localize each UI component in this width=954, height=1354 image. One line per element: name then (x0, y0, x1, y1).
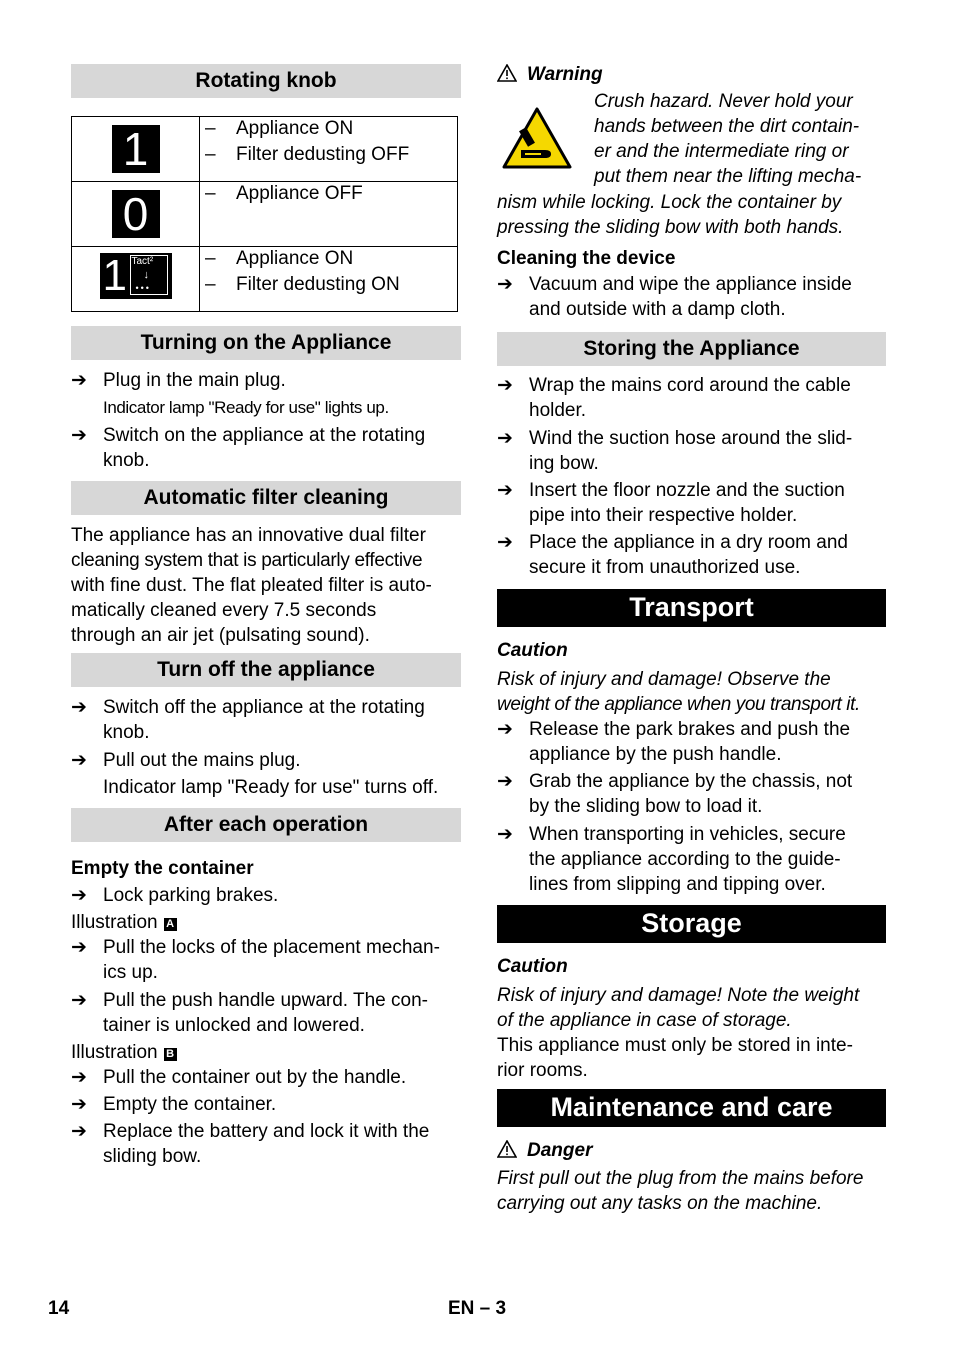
section-heading-auto-filter: Automatic filter cleaning (71, 481, 461, 515)
arrow-icon: ➔ (71, 1121, 87, 1142)
step-text: Pull the locks of the placement mechan- (103, 937, 440, 958)
step-text: Place the appliance in a dry room and (529, 532, 848, 553)
table-row (72, 182, 458, 247)
knob-description-cell: – Appliance ON – Filter dedusting OFF (200, 117, 458, 182)
section-heading-turn-off: Turn off the appliance (71, 653, 461, 687)
warning-triangle-icon (497, 64, 517, 82)
step-text: sliding bow. (103, 1146, 202, 1167)
step-text: Wrap the mains cord around the cable (529, 375, 851, 396)
arrow-icon: ➔ (497, 824, 513, 845)
crush-hazard-icon (501, 106, 573, 170)
arrow-icon: ➔ (71, 990, 87, 1011)
subheading-cleaning: Cleaning the device (497, 248, 676, 269)
chapter-heading-storage: Storage (497, 905, 886, 943)
arrow-icon: ➔ (497, 428, 513, 449)
illustration-ref: Illustration B (71, 1040, 177, 1065)
illustration-b-icon: B (164, 1048, 177, 1061)
chapter-heading-transport: Transport (497, 589, 886, 627)
step-text: Wind the suction hose around the slid- (529, 428, 853, 449)
subheading-empty-container: Empty the container (71, 858, 254, 879)
step-text: holder. (529, 400, 587, 421)
knob-item: Filter dedusting OFF (236, 144, 410, 165)
paragraph-line: rior rooms. (497, 1060, 588, 1081)
knob-item: Appliance ON (236, 248, 354, 269)
table-row (72, 247, 458, 312)
caution-text: Risk of injury and damage! Observe the (497, 669, 831, 690)
paragraph-line: with fine dust. The flat pleated filter is auto- (71, 575, 432, 596)
arrow-icon: ➔ (71, 425, 87, 446)
chapter-heading-maintenance: Maintenance and care (497, 1089, 886, 1127)
section-heading-after-operation: After each operation (71, 808, 461, 842)
danger-text: First pull out the plug from the mains before (497, 1168, 864, 1189)
note-text: Indicator lamp "Ready for use" lights up. (103, 398, 389, 417)
warning-line: er and the intermediate ring or (594, 141, 849, 162)
arrow-icon: ➔ (497, 532, 513, 553)
step-text: Vacuum and wipe the appliance inside (529, 274, 852, 295)
step-text: knob. (103, 722, 150, 743)
section-heading-rotating-knob: Rotating knob (71, 64, 461, 98)
arrow-icon: ➔ (71, 750, 87, 771)
paragraph-line: This appliance must only be stored in inte- (497, 1035, 853, 1056)
step-text: Switch on the appliance at the rotating (103, 425, 426, 446)
paragraph-line: The appliance has an innovative dual filter (71, 525, 426, 546)
note-text: Indicator lamp "Ready for use" turns off. (103, 777, 439, 798)
step-text: Grab the appliance by the chassis, not (529, 771, 853, 792)
step-text: Plug in the main plug. (103, 370, 286, 391)
arrow-icon: ➔ (71, 370, 87, 391)
step-text: knob. (103, 450, 150, 471)
step-text: Pull out the mains plug. (103, 750, 301, 771)
arrow-icon: ➔ (497, 480, 513, 501)
knob-description-cell: – Appliance OFF (200, 182, 458, 247)
warning-line: Crush hazard. Never hold your (594, 91, 853, 112)
caution-label: Caution (497, 956, 568, 977)
step-text: by the sliding bow to load it. (529, 796, 763, 817)
table-row (72, 117, 458, 182)
step-text: Pull the push handle upward. The con- (103, 990, 428, 1011)
arrow-icon: ➔ (71, 697, 87, 718)
step-text: Switch off the appliance at the rotating (103, 697, 425, 718)
step-text: ics up. (103, 962, 158, 983)
step-text: appliance by the push handle. (529, 744, 782, 765)
step-text: When transporting in vehicles, secure (529, 824, 846, 845)
step-text: Replace the battery and lock it with the (103, 1121, 430, 1142)
arrow-icon: ➔ (71, 1094, 87, 1115)
paragraph-line: through an air jet (pulsating sound). (71, 625, 370, 646)
paragraph-line: cleaning system that is particularly effective (71, 550, 423, 571)
knob-position-tact-icon: 1 Tact² ↓ ••• (100, 253, 172, 299)
arrow-icon: ➔ (71, 937, 87, 958)
knob-item: Appliance OFF (236, 183, 363, 204)
warning-label: Warning (497, 62, 603, 87)
illustration-ref: Illustration A (71, 910, 177, 935)
arrow-icon: ➔ (497, 274, 513, 295)
arrow-icon: ➔ (497, 719, 513, 740)
arrow-icon: ➔ (497, 375, 513, 396)
warning-triangle-icon (497, 1140, 517, 1158)
warning-line: put them near the lifting mecha- (594, 166, 862, 187)
caution-label: Caution (497, 640, 568, 661)
caution-text: weight of the appliance when you transport it. (497, 694, 860, 715)
section-heading-turning-on: Turning on the Appliance (71, 326, 461, 360)
page-number: 14 (48, 1298, 70, 1319)
knob-position-1-icon: 1 (112, 125, 160, 173)
warning-line: hands between the dirt contain- (594, 116, 860, 137)
arrow-icon: ➔ (497, 771, 513, 792)
section-heading-storing: Storing the Appliance (497, 332, 886, 366)
danger-label: Danger (497, 1138, 592, 1163)
step-text: secure it from unauthorized use. (529, 557, 801, 578)
step-text: Insert the floor nozzle and the suction (529, 480, 845, 501)
step-text: ing bow. (529, 453, 599, 474)
footer-section: EN – 3 (448, 1298, 507, 1319)
step-text: Lock parking brakes. (103, 885, 279, 906)
knob-position-0-icon: 0 (112, 190, 160, 238)
knob-item: Appliance ON (236, 118, 354, 139)
arrow-icon: ➔ (71, 1067, 87, 1088)
step-text: Empty the container. (103, 1094, 277, 1115)
illustration-a-icon: A (164, 918, 177, 931)
step-text: Release the park brakes and push the (529, 719, 851, 740)
paragraph-line: matically cleaned every 7.5 seconds (71, 600, 377, 621)
danger-text: carrying out any tasks on the machine. (497, 1193, 823, 1214)
step-text: lines from slipping and tipping over. (529, 874, 826, 895)
step-text: Pull the container out by the handle. (103, 1067, 407, 1088)
warning-line: nism while locking. Lock the container by (497, 192, 842, 213)
knob-symbol-cell (72, 247, 200, 312)
caution-text: of the appliance in case of storage. (497, 1010, 792, 1031)
step-text: pipe into their respective holder. (529, 505, 798, 526)
caution-text: Risk of injury and damage! Note the weight (497, 985, 860, 1006)
step-text: tainer is unlocked and lowered. (103, 1015, 365, 1036)
knob-description-cell: – Appliance ON – Filter dedusting ON (200, 247, 458, 312)
arrow-icon: ➔ (71, 885, 87, 906)
knob-symbol-cell (72, 117, 200, 182)
rotating-knob-table (71, 116, 458, 312)
step-text: the appliance according to the guide- (529, 849, 841, 870)
knob-item: Filter dedusting ON (236, 274, 400, 295)
warning-line: pressing the sliding bow with both hands. (497, 217, 844, 238)
knob-symbol-cell (72, 182, 200, 247)
step-text: and outside with a damp cloth. (529, 299, 786, 320)
